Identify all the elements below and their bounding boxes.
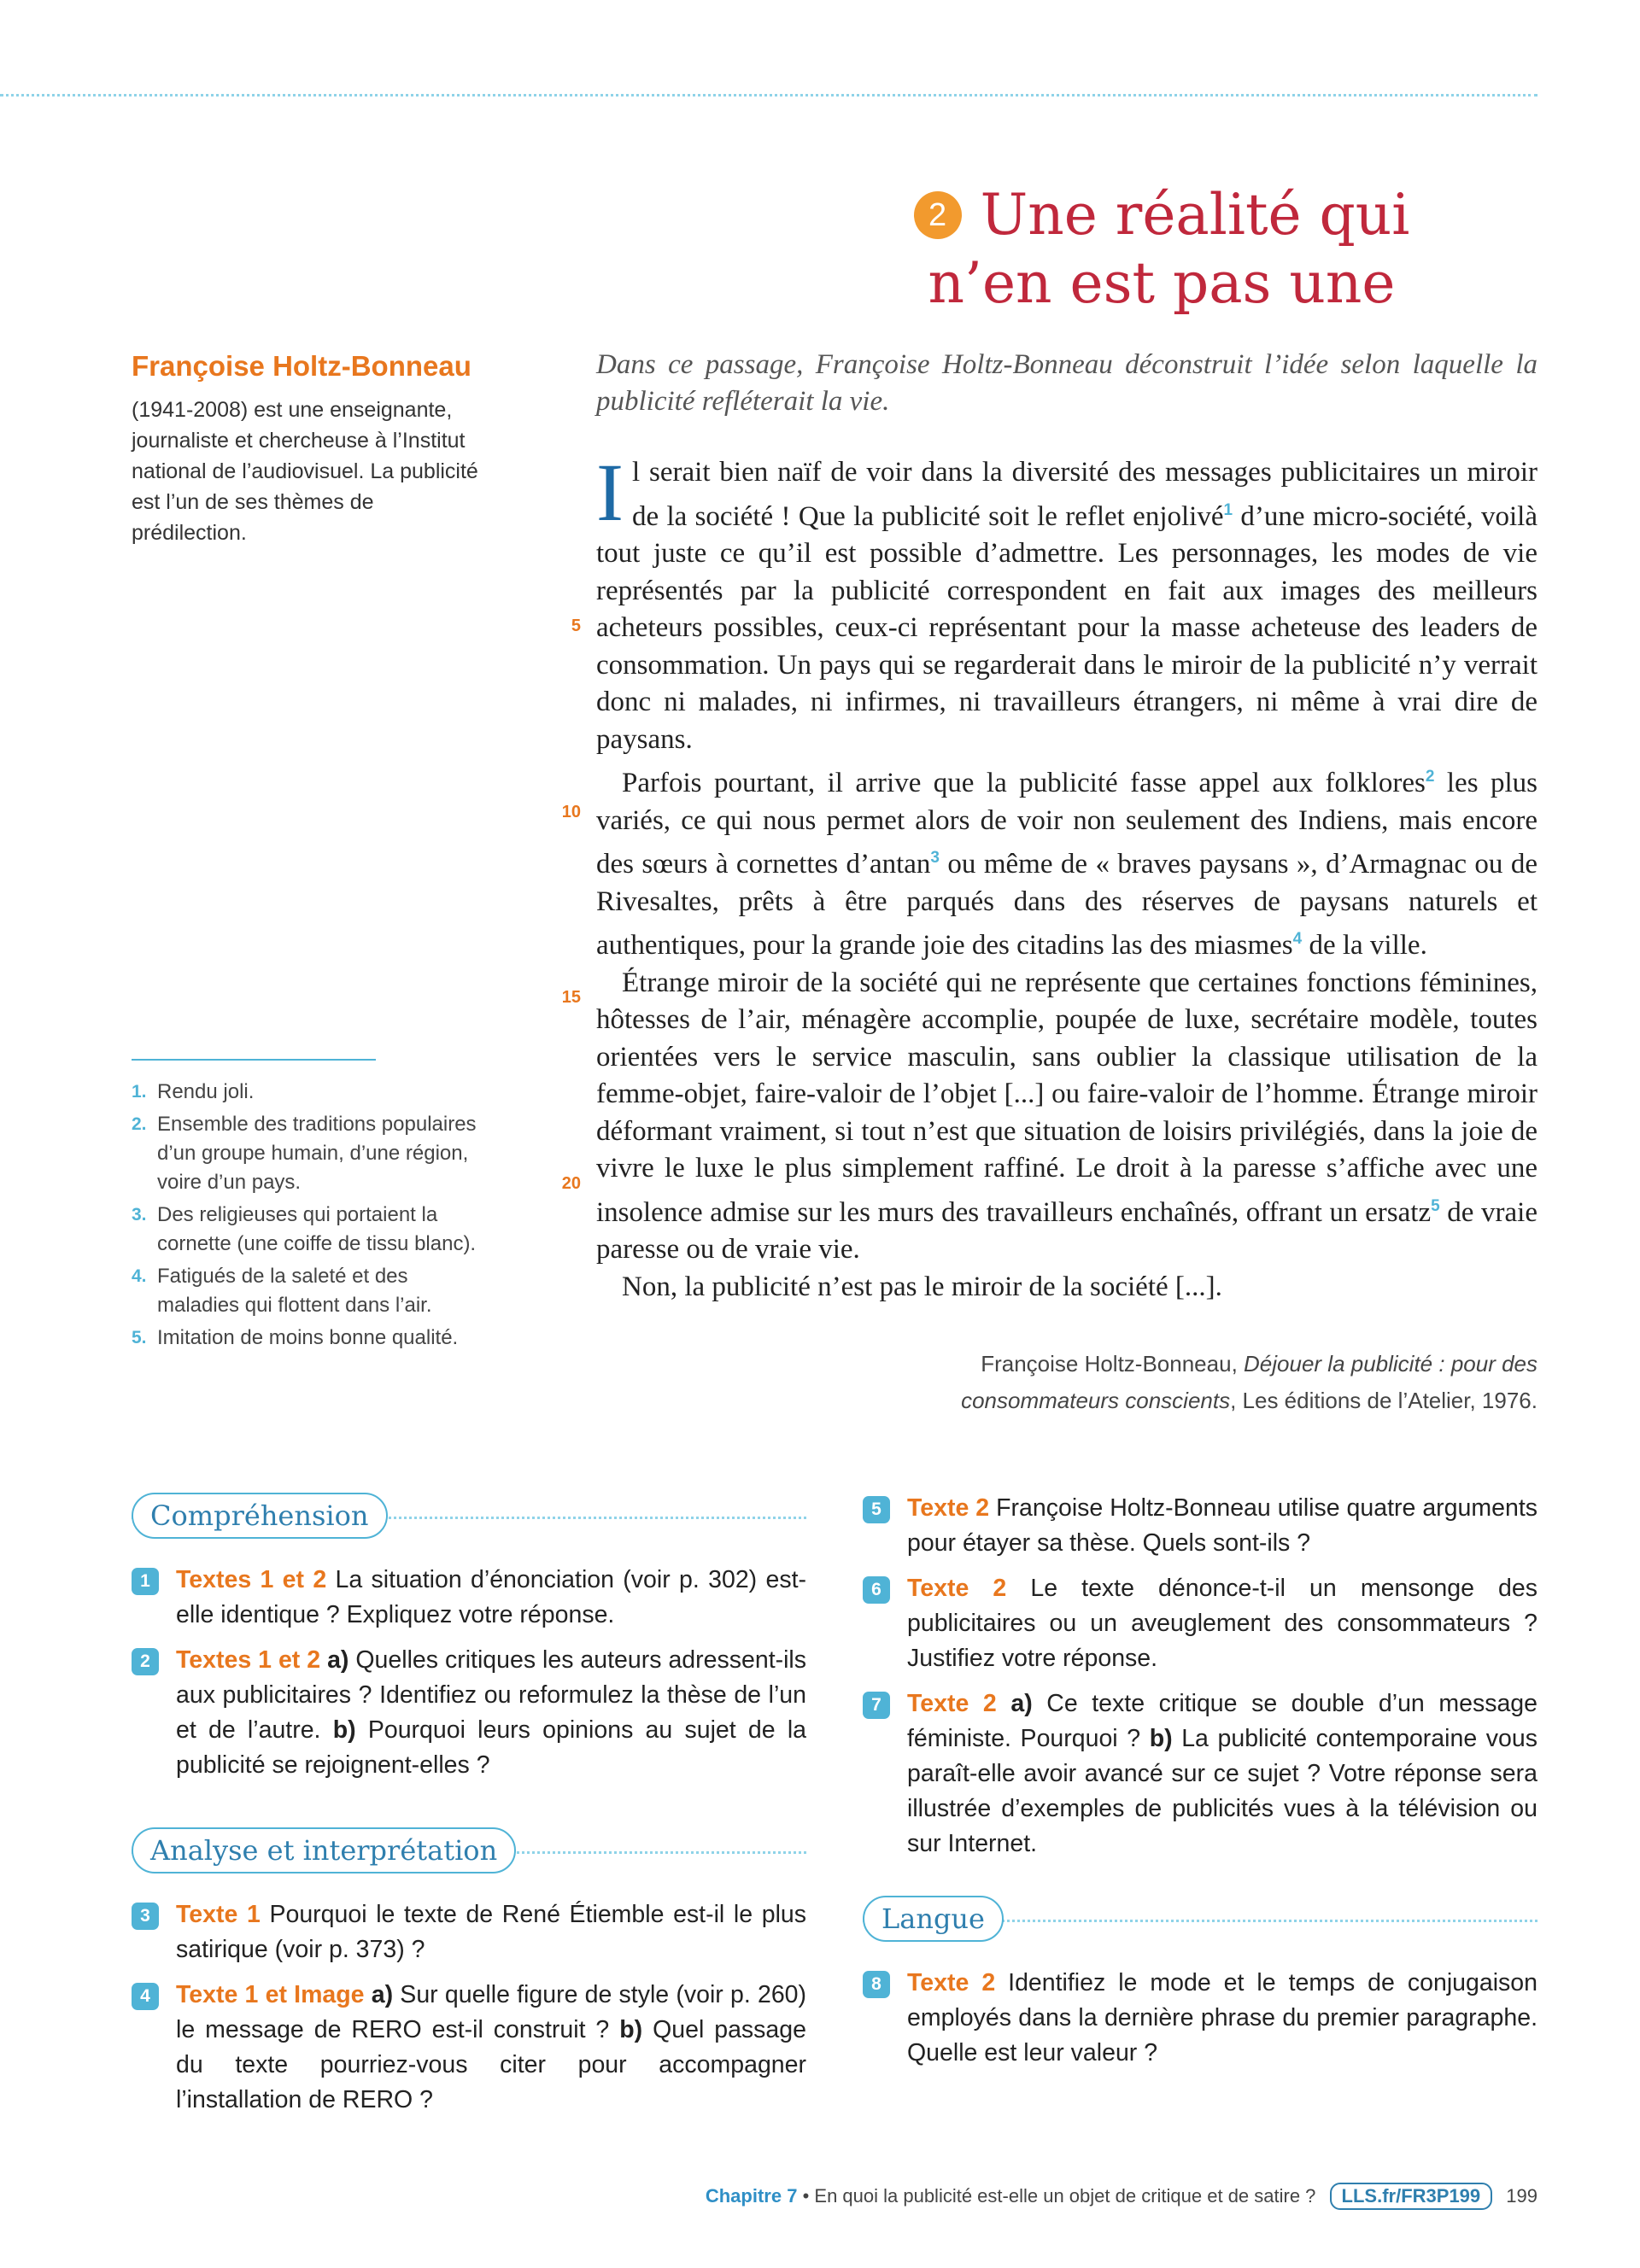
footnote-ref: 2: [1425, 768, 1435, 786]
question-number: 4: [132, 1983, 159, 2010]
footnote: 4. Fatigués de la saleté et des maladies qui flottent dans l’air.: [132, 1265, 432, 1317]
resource-link[interactable]: LLS.fr/FR3P199: [1330, 2183, 1493, 2210]
footnotes-rule: [132, 1059, 376, 1061]
right-exercises: [863, 1491, 1538, 2081]
footnotes: [132, 1078, 490, 1356]
question-number: 1: [132, 1568, 159, 1595]
paragraph-1: Il serait bien naïf de voir dans la diversité des messages publicitaires un miroir de la société ! Que la publicité soit le reflet enjolivé$^1$ d’une micro-société, voilà tout juste ce qu’il est possible d’admettre. Les personnages, les modes de vie représentés par la publicité correspondent en fait aux images des meilleurs acheteurs possibles, ceux-ci représentant pour la masse acheteuse des leaders de consommation. Un pays qui se regarderait dans le miroir de la publicité n’y verrait donc ni malades, ni infirmes, ni travailleurs étrangers, ni même à vrai dire de paysans.: [596, 447, 1538, 755]
text-title: [820, 181, 1503, 318]
line-number: 5: [571, 617, 581, 635]
footnote: 3. Des religieuses qui portaient la cornette (une coiffe de tissu blanc).: [132, 1203, 477, 1255]
title-line-2: n’en est pas une: [928, 250, 1396, 316]
main-text: [596, 447, 1538, 1306]
source-citation: Françoise Holtz-Bonneau, Déjouer la publicité : pour des consommateurs conscients, Les éditions de l’Atelier, 1976.: [961, 1351, 1538, 1413]
footnote: 2. Ensemble des traditions populaires d’un groupe humain, d’une région, voire d’un pays.: [132, 1113, 477, 1194]
question-5: 5 Texte 2 Françoise Holtz-Bonneau utilise quatre arguments pour étayer sa thèse. Quels sont-ils ?: [863, 1491, 1538, 1561]
page-number: 199: [1506, 2185, 1538, 2207]
footnote-ref: 1: [1223, 500, 1233, 519]
question-number: 2: [132, 1648, 159, 1675]
title-line-1: Une réalité qui: [980, 182, 1410, 248]
chapter-label: Chapitre 7: [705, 2185, 798, 2207]
paragraph-4: Non, la publicité n’est pas le miroir de la société [...].: [622, 1271, 1222, 1302]
question-number: 6: [863, 1576, 890, 1604]
question-4: 4 Texte 1 et Image a) Sur quelle figure de style (voir p. 260) le message de RERO est-il construit ? b) Quel passage du texte pourriez-vous citer pour accompagner l’installation de RERO ?: [132, 1978, 806, 2118]
question-number: 8: [863, 1971, 890, 1998]
author-bio-text: (1941-2008) est une enseignante, journaliste et chercheuse à l’Institut national de l’audiovisuel. La publicité est l’un de ses thèmes de prédilection.: [132, 398, 478, 545]
line-number: 15: [561, 988, 581, 1007]
intro-text: Dans ce passage, Françoise Holtz-Bonneau déconstruit l’idée selon laquelle la publicité refléterait la vie.: [596, 349, 1538, 417]
author-bio: [132, 350, 490, 548]
drop-cap: I: [596, 447, 624, 538]
section-langue: [863, 1896, 1538, 1942]
paragraph-3: Étrange miroir de la société qui ne représente que certaines fonctions féminines, hôtesses de l’air, ménagère accomplie, poupée de luxe, secrétaire modèle, toutes orientées vers le service masculin, sans oublier la classique utilisation de la femme-objet, faire-valoir de l’objet [...] ou faire-valoir de l’homme. Étrange miroir déformant vraiment, si tout n’est que situation de loisirs privilégiés, dans la joie de vivre le luxe le plus simplement raffiné. Le droit à la paresse s’affiche avec une insolence admise sur les murs des travailleurs enchaînés, offrant un ersatz$^5$ de vraie paresse ou de vraie vie.: [596, 967, 1538, 1265]
line-number: 10: [561, 803, 581, 821]
section-analyse: [132, 1827, 806, 1873]
section-title: Analyse et interprétation: [132, 1827, 516, 1873]
question-number: 5: [863, 1496, 890, 1523]
question-7: 7 Texte 2 a) Ce texte critique se double d’un message féministe. Pourquoi ? b) La publicité contemporaine vous paraît-elle avoir avancé sur ce sujet ? Votre réponse sera illustrée d’exemples de publicités vues à la télévision ou sur Internet.: [863, 1686, 1538, 1862]
question-1: 1 Textes 1 et 2 La situation d’énonciation (voir p. 302) est-elle identique ? Expliquez votre réponse.: [132, 1563, 806, 1633]
footnote-ref: 5: [1431, 1196, 1440, 1215]
footnote-ref: 3: [930, 849, 940, 867]
author-name: Françoise Holtz-Bonneau: [132, 350, 472, 382]
footnote: 5. Imitation de moins bonne qualité.: [132, 1326, 459, 1349]
footnote: 1. Rendu joli.: [132, 1080, 255, 1103]
question-8: 8 Texte 2 Identifiez le mode et le temps de conjugaison employés dans la dernière phrase du premier paragraphe. Quelle est leur valeur ?: [863, 1966, 1538, 2071]
left-exercises: [132, 1493, 806, 2128]
paragraph-2: Parfois pourtant, il arrive que la publicité fasse appel aux folklores$^2$ les plus variés, ce qui nous permet alors de voir non seulement des Indiens, mais encore des sœurs à cornettes d’antan$^3$ ou même de « braves paysans », d’Armagnac ou de Rivesaltes, prêts à être parqués dans des réserves de paysans naturels et authentiques, pour la grande joie des citadins las des miasmes$^4$ de la ville.: [596, 768, 1538, 961]
section-comprehension: [132, 1493, 806, 1539]
question-3: 3 Texte 1 Pourquoi le texte de René Étiemble est-il le plus satirique (voir p. 373) ?: [132, 1897, 806, 1967]
question-number: 7: [863, 1692, 890, 1719]
chapter-question: En quoi la publicité est-elle un objet de critique et de satire ?: [814, 2185, 1316, 2207]
top-dotted-rule: [0, 94, 1538, 96]
page-footer: Chapitre 7 • En quoi la publicité est-elle un objet de critique et de satire ? LLS.fr/FR3P199 199: [555, 2183, 1538, 2210]
footnote-ref: 4: [1292, 930, 1303, 948]
text-number-badge: 2: [914, 191, 962, 239]
question-2: 2 Textes 1 et 2 a) Quelles critiques les auteurs adressent-ils aux publicitaires ? Identifiez ou reformulez la thèse de l’un et de l’autre. b) Pourquoi leurs opinions au sujet de la publicité se rejoignent-elles ?: [132, 1643, 806, 1783]
question-number: 3: [132, 1903, 159, 1930]
question-6: 6 Texte 2 Le texte dénonce-t-il un mensonge des publicitaires ou un aveuglement des consommateurs ? Justifiez votre réponse.: [863, 1571, 1538, 1676]
section-title: Compréhension: [132, 1493, 388, 1539]
source-title: Déjouer la publicité : pour des consommateurs conscients: [961, 1351, 1538, 1413]
section-title: Langue: [863, 1896, 1004, 1942]
line-number: 20: [561, 1174, 581, 1193]
